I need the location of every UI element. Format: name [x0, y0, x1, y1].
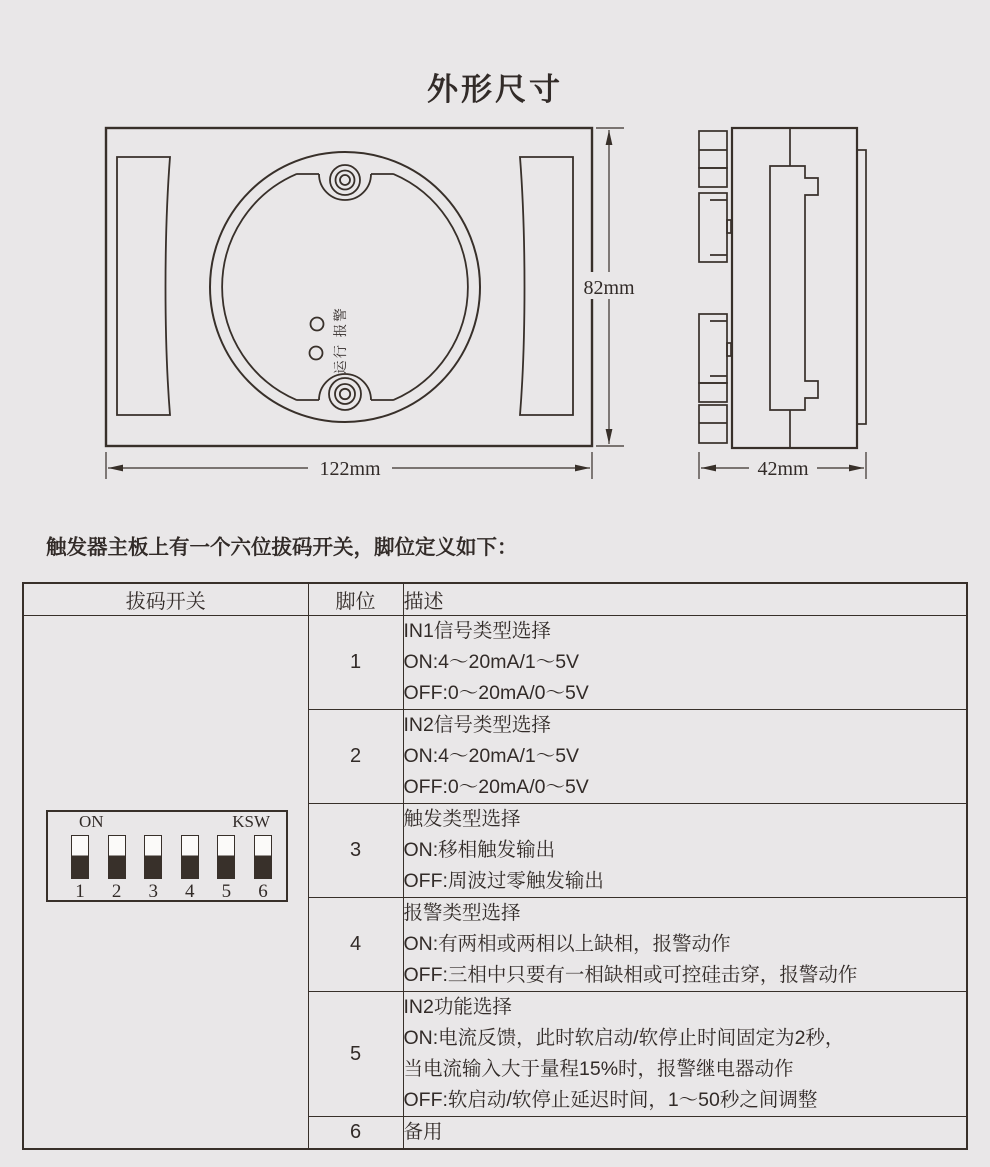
- col-header-pin: 脚位: [308, 583, 403, 616]
- dip-switch-number: 6: [258, 881, 268, 902]
- description-line: OFF:软启动/软停止延迟时间，1～50秒之间调整: [403, 1089, 818, 1111]
- height-dimension-label: 82mm: [583, 277, 635, 299]
- dip-switch-lever-icon: [217, 835, 235, 879]
- pin-number: 6: [308, 1117, 403, 1150]
- description-line: 备用: [403, 1121, 443, 1143]
- description-line: IN1信号类型选择: [403, 620, 551, 642]
- description-line: 报警类型选择: [403, 902, 521, 924]
- dip-on-label: ON: [79, 812, 104, 831]
- pin-description: [403, 992, 967, 1117]
- pin-description: [403, 804, 967, 898]
- page-title: 外形尺寸: [427, 72, 563, 107]
- dip-switch-graphic: [46, 810, 288, 902]
- right-slot: [520, 157, 573, 415]
- dip-switch-lever-icon: [181, 835, 199, 879]
- intro-text: 触发器主板上有一个六位拔码开关，脚位定义如下：: [46, 536, 518, 559]
- depth-dimension-label: 42mm: [757, 458, 809, 480]
- pin-description: [403, 898, 967, 992]
- dip-switch-lever-icon: [254, 835, 272, 879]
- dip-ksw-label: KSW: [232, 812, 270, 831]
- description-line: ON:4～20mA/1～5V: [403, 745, 580, 767]
- top-screw-mount: [297, 165, 393, 200]
- dip-switch-number: 2: [111, 881, 122, 902]
- dip-switch-6: [251, 835, 275, 902]
- dip-switch-lever-icon: [108, 835, 126, 879]
- description-line: OFF:0～20mA/0～5V: [403, 776, 589, 798]
- dip-switch-5: [214, 835, 238, 902]
- description-line: ON:移相触发输出: [403, 839, 556, 861]
- description-line: 当电流输入大于量程15%时，报警继电器动作: [403, 1058, 794, 1080]
- table-row: [23, 616, 967, 710]
- dip-switch-row: [68, 835, 275, 902]
- dip-switch-3: [141, 835, 165, 902]
- left-slot: [117, 157, 170, 415]
- right-flange: [857, 150, 866, 424]
- pin-number: 3: [308, 804, 403, 898]
- dip-switch-lever-icon: [71, 835, 89, 879]
- side-view-drawing: [699, 128, 866, 448]
- bottom-screw-mount: [297, 374, 393, 410]
- dip-switch-number: 1: [75, 881, 85, 902]
- table-header-row: [23, 583, 967, 616]
- front-view-drawing: [106, 128, 592, 446]
- description-line: OFF:周波过零触发输出: [403, 870, 604, 892]
- pin-description: [403, 616, 967, 710]
- dip-switch-1: [68, 835, 92, 902]
- col-header-dip-switch: 拔码开关: [23, 583, 308, 616]
- pin-description: [403, 710, 967, 804]
- pin-number: 5: [308, 992, 403, 1117]
- pin-description: [403, 1117, 967, 1150]
- description-line: IN2信号类型选择: [403, 714, 551, 736]
- inner-clip: [770, 166, 818, 410]
- dip-switch-2: [105, 835, 129, 902]
- description-line: ON:电流反馈，此时软启动/软停止时间固定为2秒，: [403, 1027, 845, 1049]
- col-header-description: 描述: [403, 583, 967, 616]
- dip-switch-number: 4: [185, 881, 195, 902]
- width-dimension-label: 122mm: [319, 458, 381, 480]
- dip-switch-number: 5: [221, 881, 232, 902]
- outline-dimension-drawings: [0, 0, 990, 510]
- description-line: 触发类型选择: [403, 808, 521, 830]
- main-circle: [210, 152, 480, 422]
- dip-switch-number: 3: [148, 881, 158, 902]
- description-line: IN2功能选择: [403, 996, 512, 1018]
- description-line: ON:有两相或两相以上缺相，报警动作: [403, 933, 731, 955]
- description-line: OFF:0～20mA/0～5V: [403, 682, 589, 704]
- pin-number: 2: [308, 710, 403, 804]
- led-labels: 运行 报警: [333, 306, 348, 374]
- dip-switch-4: [178, 835, 202, 902]
- pin-number: 1: [308, 616, 403, 710]
- description-line: OFF:三相中只要有一相缺相或可控硅击穿，报警动作: [403, 964, 858, 986]
- dimension-lines: [106, 128, 866, 479]
- run-led-icon: [310, 347, 323, 360]
- description-line: ON:4～20mA/1～5V: [403, 651, 580, 673]
- dip-switch-lever-icon: [144, 835, 162, 879]
- alarm-led-icon: [311, 318, 324, 331]
- pin-number: 4: [308, 898, 403, 992]
